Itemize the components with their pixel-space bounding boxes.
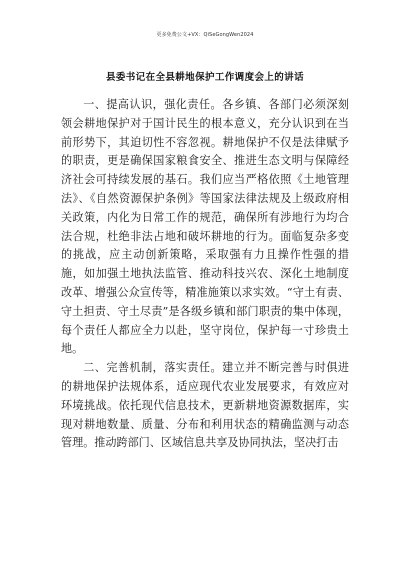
paragraph-2: 二、完善机制，落实责任。建立并不断完善与时俱进的耕地保护法规体系，适应现代农业发展要求，有效应对环境挑战。依托现代信息技术，更新耕地资源数据库，实现对耕地数量、质量、分布和利用状态的精确监测与动态管理。推动跨部门、区域信息共享及协同执法，坚决打击 <box>61 361 349 450</box>
document-body <box>61 96 349 453</box>
header-note: 更多免费公文+VX：QiSeGongWen2024 <box>156 32 254 38</box>
document-title: 县委书记在全县耕地保护工作调度会上的讲话 <box>105 72 304 83</box>
paragraph-1: 一、提高认识，强化责任。各乡镇、各部门必须深刻领会耕地保护对于国计民生的根本意义，充分认识到在当前形势下，其迫切性不容忽视。耕地保护不仅是法律赋予的职责，更是确保国家粮食安全、推进生态文明与保障经济社会可持续发展的基石。我们应当严格依照《土地管理法》、《自然资源保护条例》等国家法律法规及上级政府相关政策，内化为日常工作的规范，确保所有涉地行为均合法合规，杜绝非法占地和破坏耕地的行为。面临复杂多变的挑战，应主动创新策略，采取强有力且操作性强的措施，如加强土地执法监管、推动科技兴农、深化土地制度改革、增强公众宣传等，精准施策以求实效。“守土有责、守土担责、守土尽责”是各级乡镇和部门职责的集中体现，每个责任人都应全力以赴，坚守岗位，保护每一寸珍贵土地。 <box>61 98 349 356</box>
